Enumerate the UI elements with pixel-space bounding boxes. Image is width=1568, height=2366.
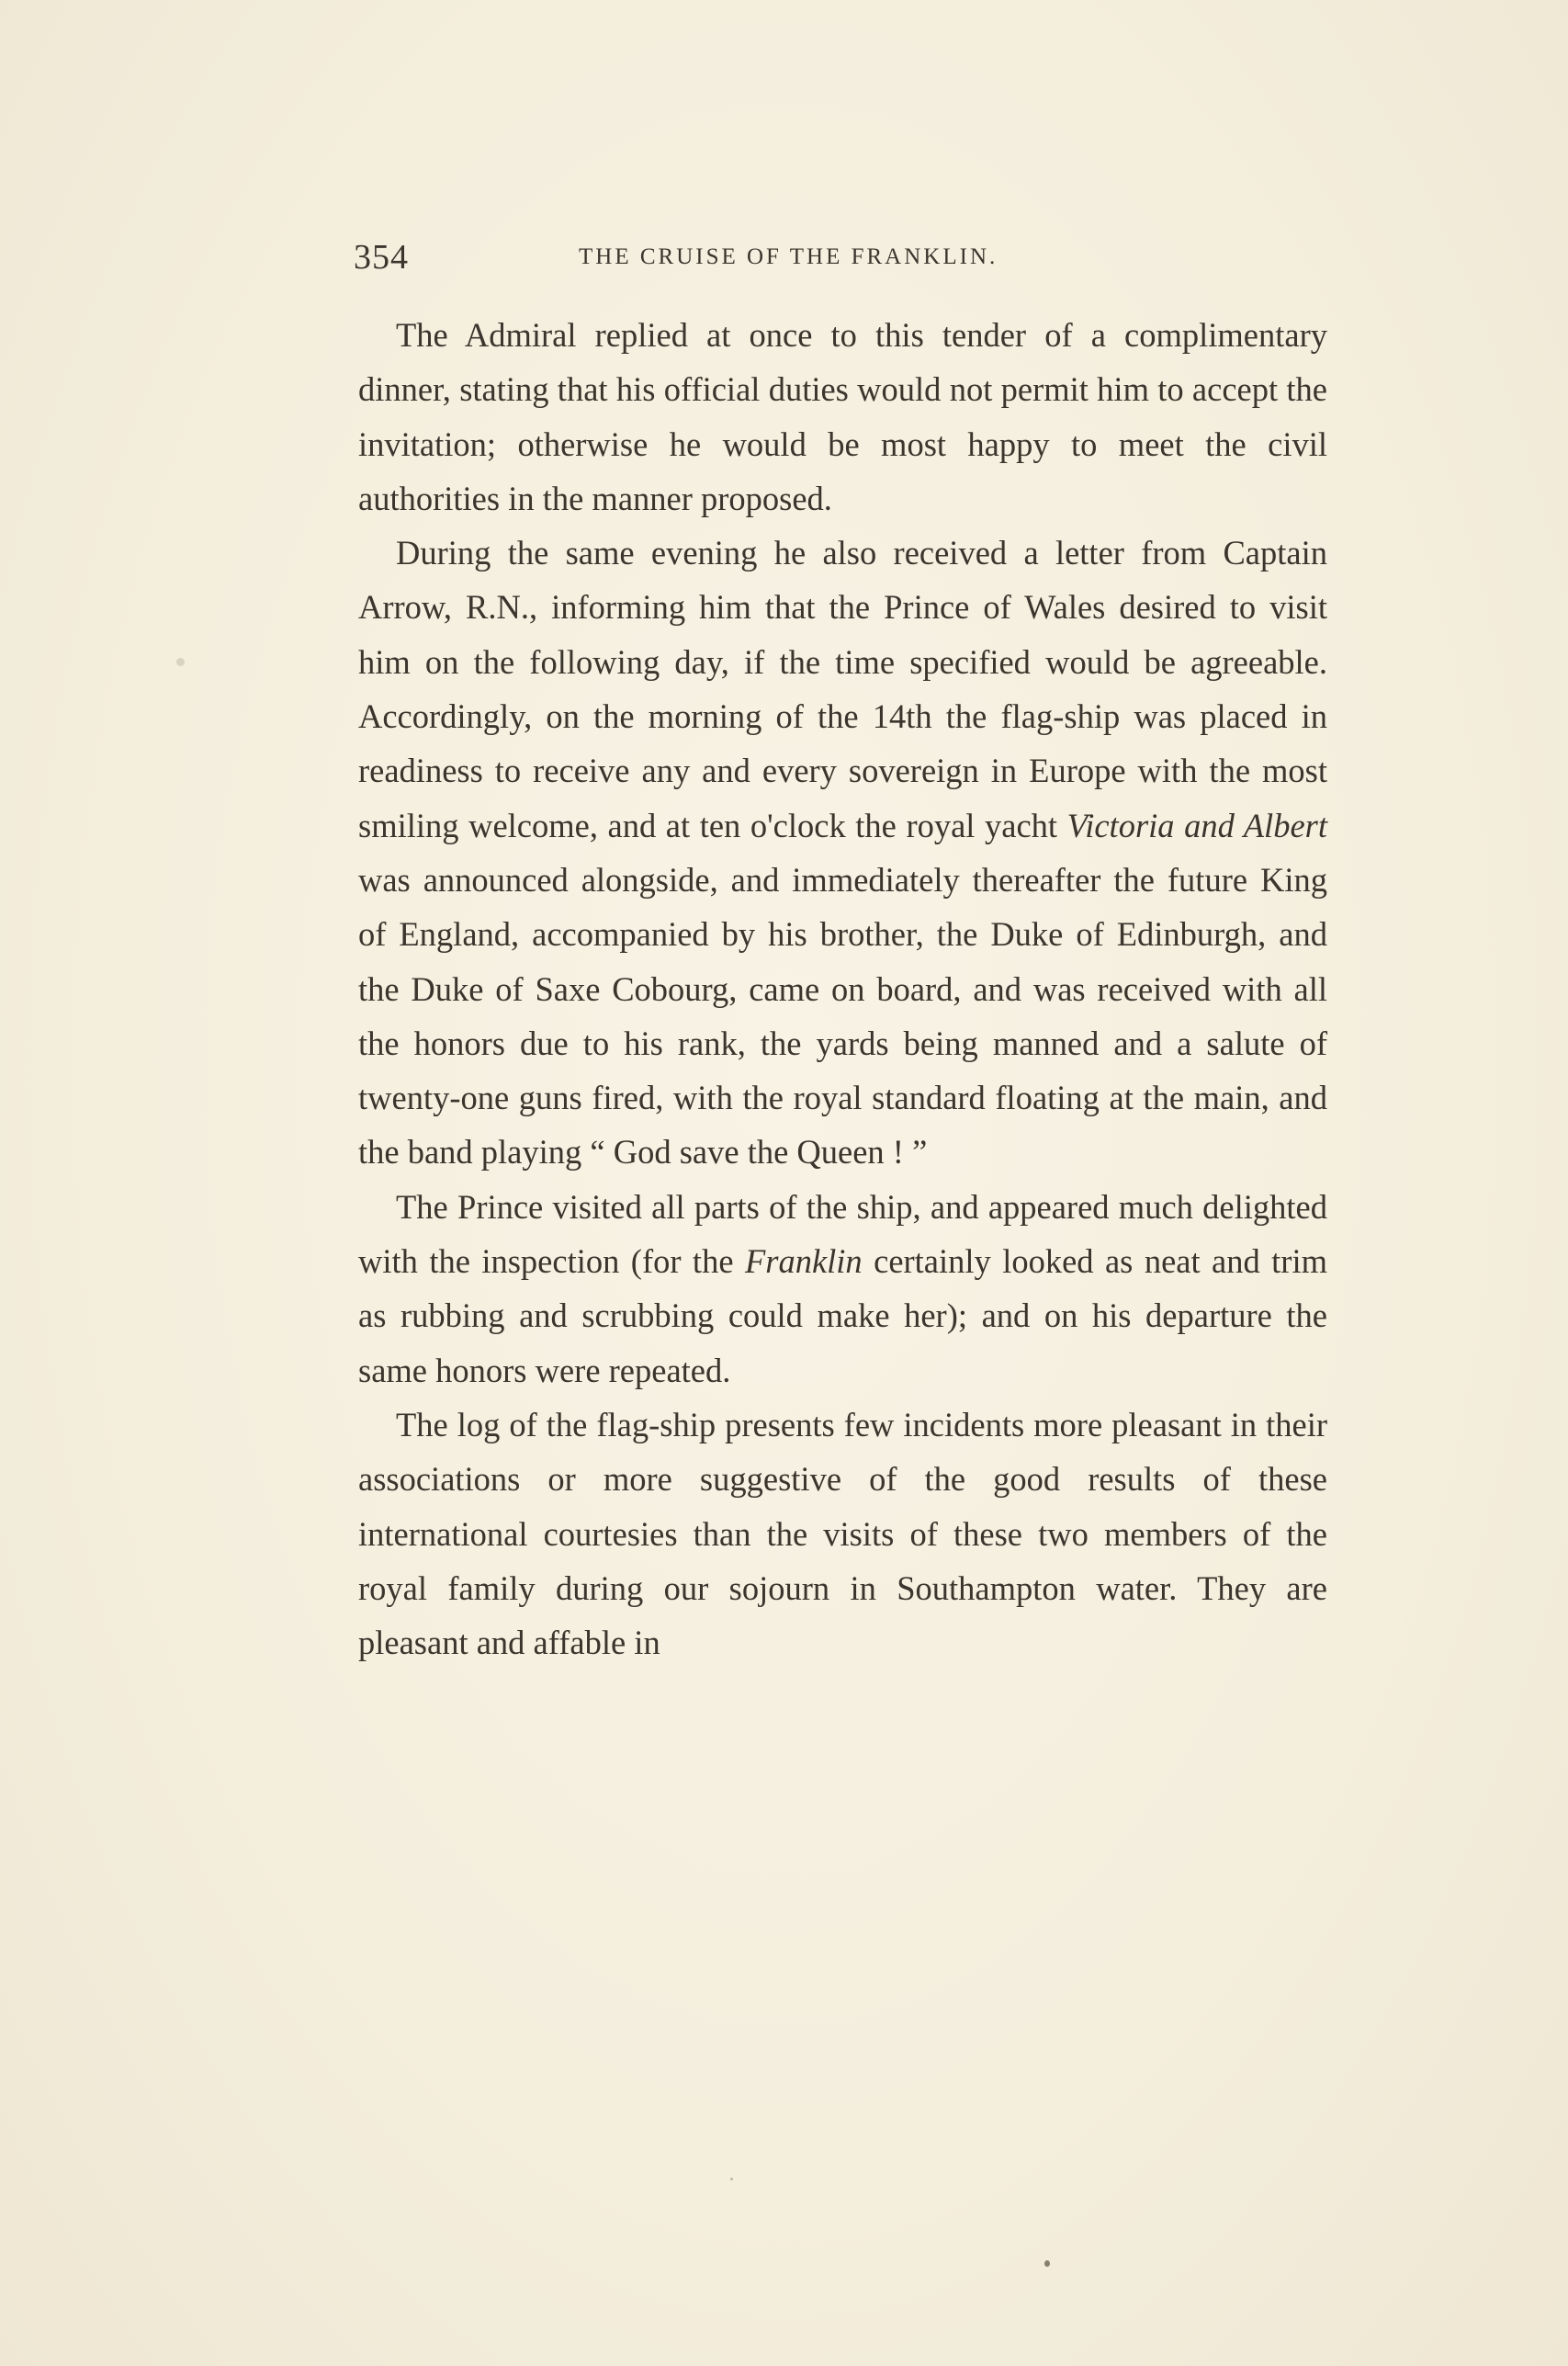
page-number: 354 — [354, 238, 409, 277]
paper-speck — [1044, 2260, 1050, 2267]
paragraph-log — [358, 1398, 1327, 1670]
paragraph-text-after: was announced alongside, and immediately thereafter the future King of England, accompanied by his brother, the Duke of Edinburgh, and the Duke of Saxe Cobourg, came on board, and was received with all the honors due to his rank, the yards being manned and a salute of twenty-one guns fired, with the royal standard floating at the main, and the band playing “ God save the Queen ! ” — [358, 860, 1327, 1172]
ship-name-italic: Victoria and Albert — [1066, 806, 1327, 844]
body-text — [358, 308, 1327, 1670]
running-head — [354, 237, 1203, 283]
running-title: THE CRUISE OF THE FRANKLIN. — [579, 244, 998, 269]
paper-speck — [176, 658, 185, 666]
paragraph-admiral-reply — [358, 308, 1327, 526]
paragraph-text-after: certainly looked as neat and trim as rubbing and scrubbing could make her); and on his departure the same honors were repeated. — [358, 1242, 1327, 1389]
paper-speck — [730, 2178, 733, 2180]
paragraph-text: The Admiral replied at once to this tender of a complimentary dinner, stating that his official duties would not permit him to accept the invitation; otherwise he would be most happy to meet the civil authorities in the manner proposed. — [358, 316, 1327, 517]
paragraph-prince-visit — [358, 526, 1327, 1180]
ship-name-italic: Franklin — [744, 1242, 863, 1281]
paragraph-text-before: During the same evening he also received a letter from Captain Arrow, R.N., informing him that the Prince of Wales desired to visit him on the following day, if the time specified would be agreeable. Accordingly, on the morning of the 14th the flag-ship was placed in readiness to receive any and every sovereign in Europe with the most smiling welcome, and at ten o'clock the royal yacht — [358, 534, 1327, 844]
paragraph-text: The log of the flag-ship presents few incidents more pleasant in their associations or more suggestive of the good results of these international courtesies than the visits of these two members of the royal family during our sojourn in Southampton water. They are pleasant and affable in — [358, 1405, 1327, 1662]
paragraph-inspection — [358, 1180, 1327, 1398]
paragraph-text-before: The Prince visited all parts of the ship, and appeared much delighted with the inspection (for the — [358, 1187, 1327, 1281]
